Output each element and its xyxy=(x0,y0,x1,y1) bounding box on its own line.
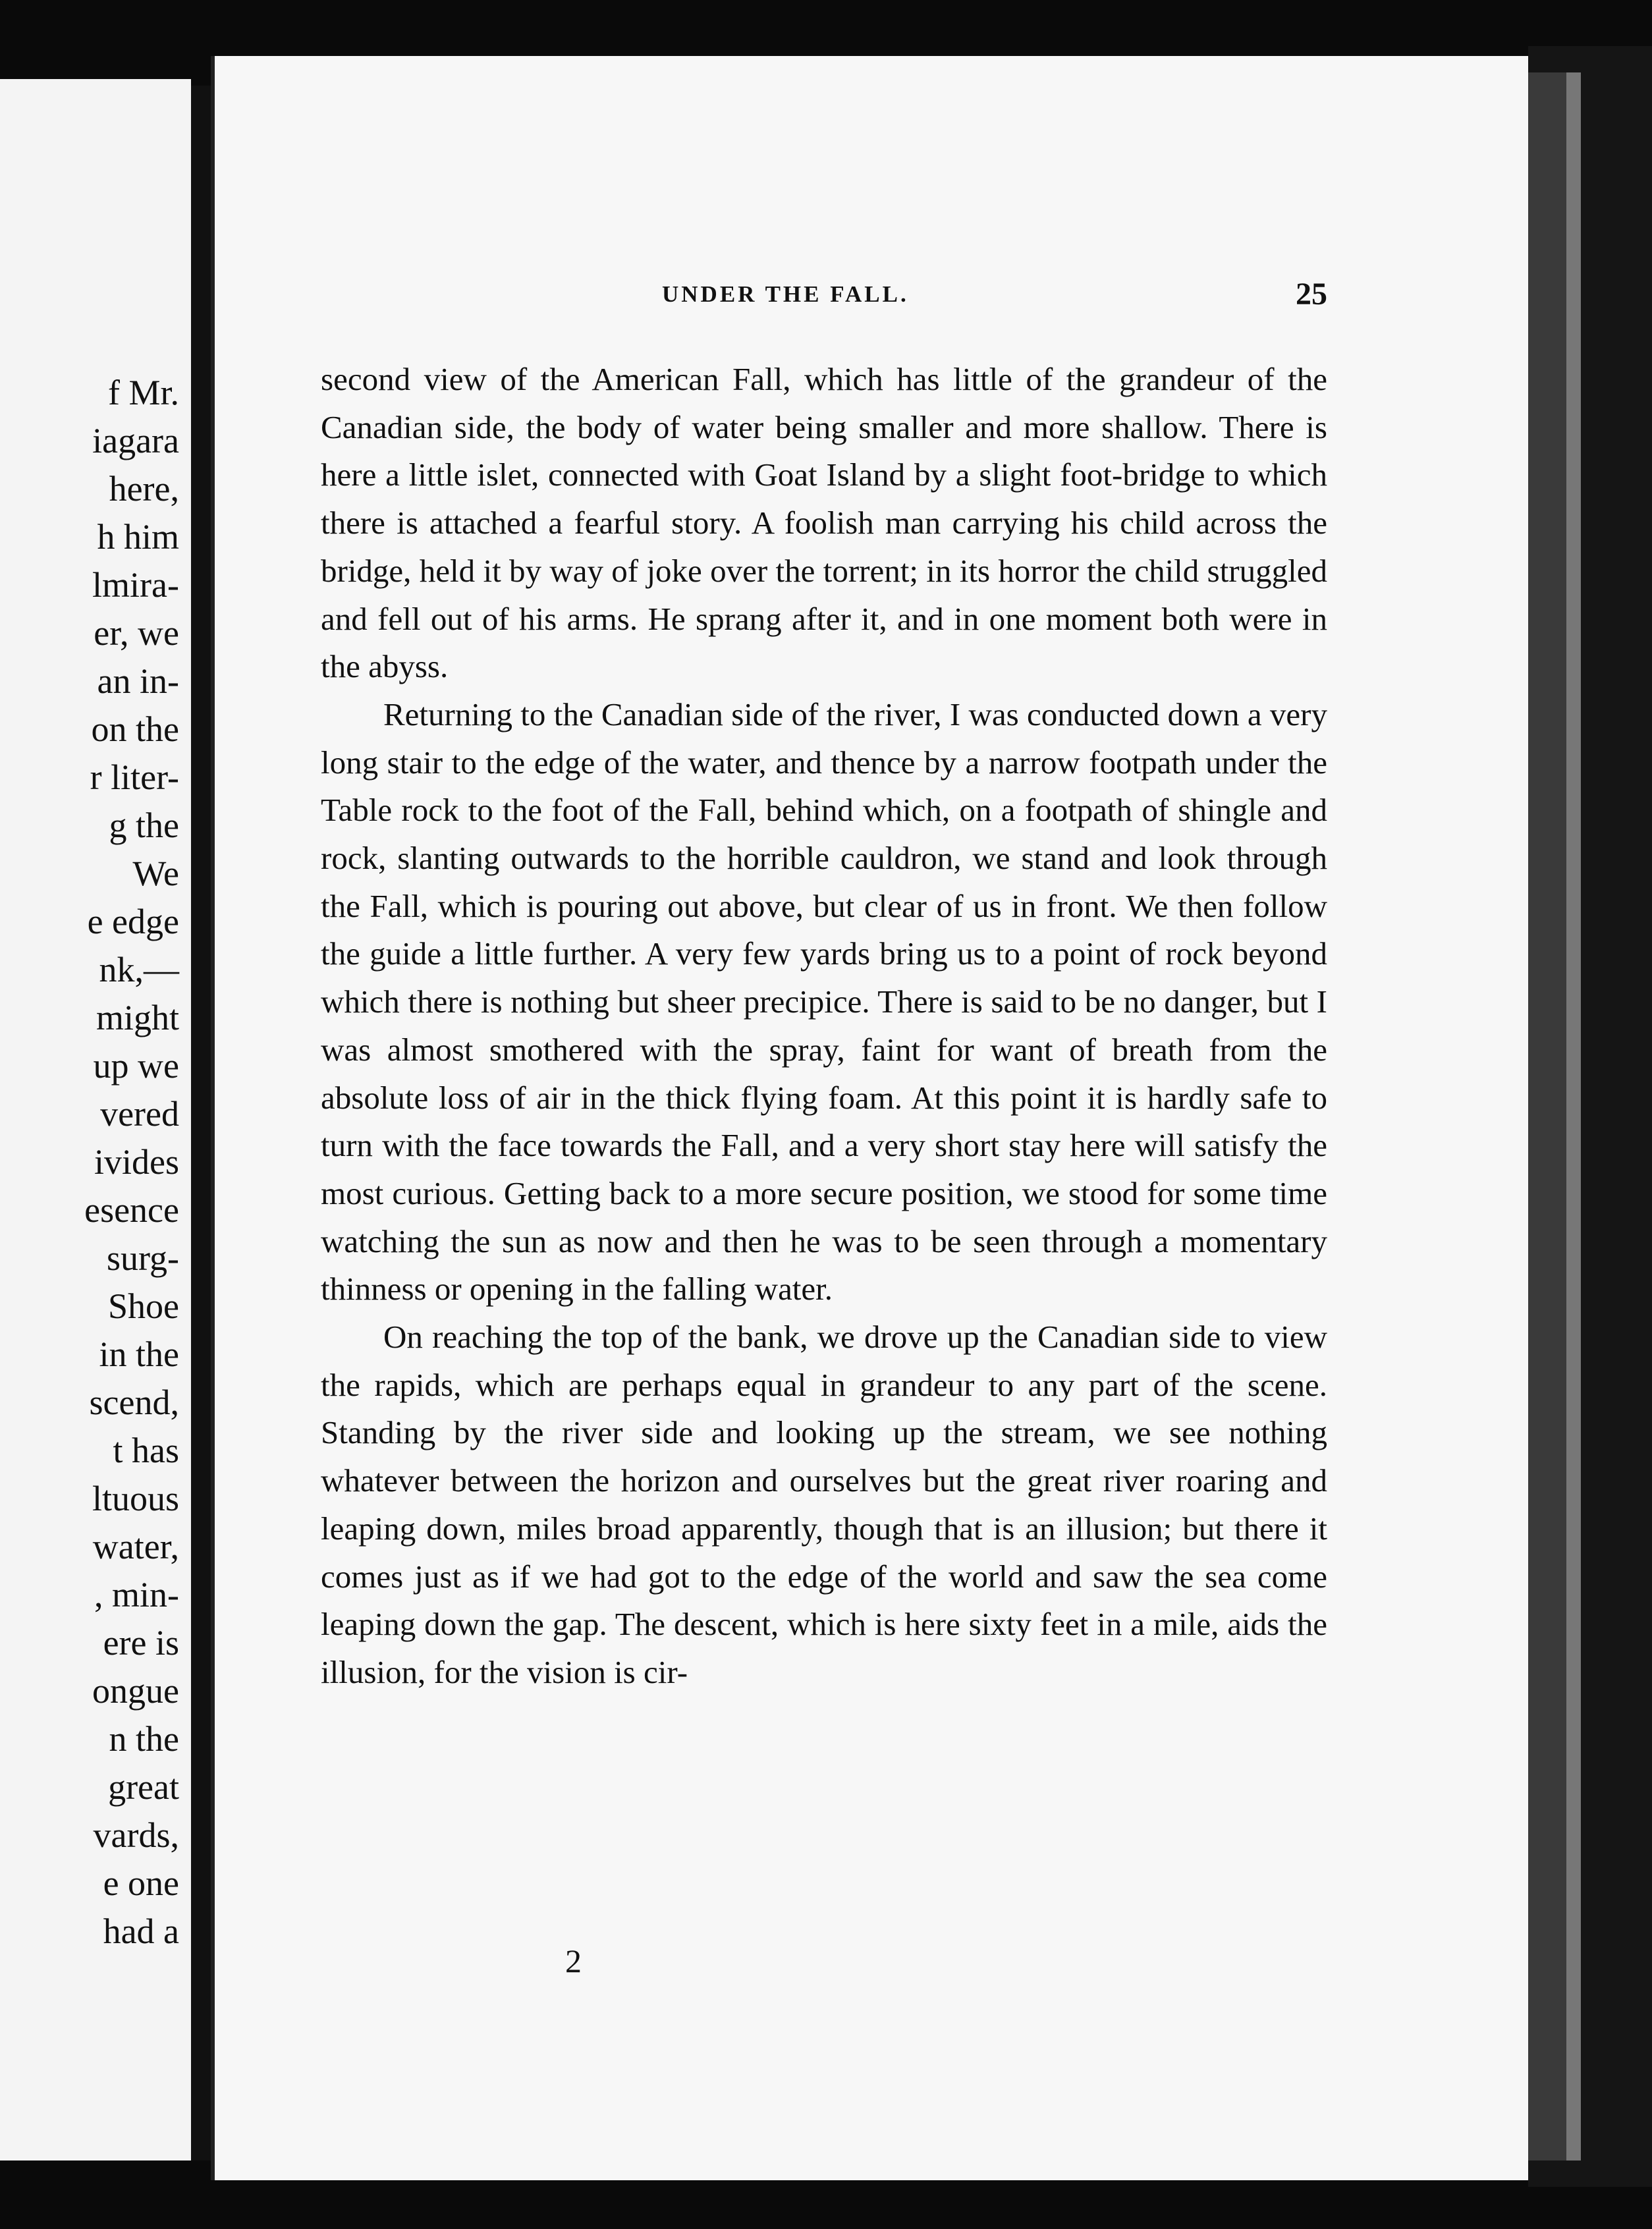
previous-page-line: an in- xyxy=(97,661,179,701)
paragraph: On reaching the top of the bank, we drove up the Canadian side to view the rapids, which are perhaps equal in grandeur to any part of the scene. Standing by the river side and looking up the stream, we see nothing whatever between the horizon and ourselves but the great river roaring and leaping down, miles broad apparently, though that is an illusion; but there it comes just as if we had got to the edge of the world and saw the sea come leaping down the gap. The descent, which is here sixty feet in a mile, aids the illusion, for the vision is cir- xyxy=(321,1319,1327,1690)
signature-mark: 2 xyxy=(565,1942,582,1979)
previous-page-line: water, xyxy=(92,1527,179,1566)
previous-page-text xyxy=(84,369,179,1956)
previous-page-line: n the xyxy=(109,1719,179,1759)
previous-page-line: , min- xyxy=(94,1575,179,1614)
previous-page-line: h him xyxy=(97,517,179,557)
previous-page-line: f Mr. xyxy=(108,373,179,412)
previous-page-line: t has xyxy=(113,1431,179,1470)
previous-page-line: e one xyxy=(103,1863,179,1903)
previous-page-line: great xyxy=(108,1767,179,1807)
previous-page-line: ere is xyxy=(103,1623,179,1663)
previous-page-line: up we xyxy=(93,1046,179,1086)
previous-page-line: iagara xyxy=(92,421,179,460)
previous-page-line: We xyxy=(132,854,179,893)
previous-page-line: r liter- xyxy=(90,757,179,797)
previous-page-line: might xyxy=(96,998,179,1037)
page-number: 25 xyxy=(1296,277,1327,312)
previous-page xyxy=(0,79,191,2160)
body-text xyxy=(321,356,1327,1697)
previous-page-line: had a xyxy=(103,1912,179,1951)
previous-page-line: in the xyxy=(99,1335,179,1374)
running-head: UNDER THE FALL. xyxy=(662,281,909,307)
previous-page-line: ivides xyxy=(94,1142,179,1182)
page-header xyxy=(319,277,1327,321)
previous-page-line: on the xyxy=(91,709,179,749)
previous-page-line: e edge xyxy=(87,902,179,941)
previous-page-line: vards, xyxy=(93,1815,179,1855)
previous-page-line: Shoe xyxy=(108,1286,179,1326)
paragraph: second view of the American Fall, which has little of the grandeur of the Canadian side, the body of water being smaller and more shallow. There is here a little islet, connected with Goat Island by a slight foot-bridge to which there is attached a fearful story. A foolish man carrying his child across the bridge, held it by way of joke over the torrent; in its horror the child struggled and fell out of his arms. He sprang after it, and in one moment both were in the abyss. xyxy=(321,361,1327,685)
previous-page-line: surg- xyxy=(106,1238,179,1278)
previous-page-line: lmira- xyxy=(92,565,179,605)
page-fore-edge xyxy=(1528,46,1652,2187)
previous-page-line: ltuous xyxy=(92,1479,179,1518)
previous-page-line: scend, xyxy=(89,1383,179,1422)
previous-page-line: esence xyxy=(84,1190,179,1230)
previous-page-line: here, xyxy=(109,469,179,509)
previous-page-line: er, we xyxy=(94,613,179,653)
paragraph: Returning to the Canadian side of the river, I was conducted down a very long stair to the edge of the water, and thence by a narrow footpath under the Table rock to the foot of the Fall, behind which, on a footpath of shingle and rock, slanting outwards to the horrible cauldron, we stand and look through the Fall, which is pouring out above, but clear of us in front. We then follow the guide a little further. A very few yards bring us to a point of rock beyond which there is nothing but sheer precipice. There is said to be no danger, but I was almost smothered with the spray, faint for want of breath from the absolute loss of air in the thick flying foam. At this point it is hardly safe to turn with the face towards the Fall, and a very short stay here will satisfy the most curious. Getting back to a more secure position, we stood for some time watching the sun as now and then he was to be seen through a momentary thinness or opening in the falling water. xyxy=(321,696,1327,1307)
previous-page-line: vered xyxy=(100,1094,179,1134)
previous-page-line: ongue xyxy=(92,1671,179,1711)
previous-page-line: g the xyxy=(109,806,179,845)
previous-page-line: nk,— xyxy=(99,950,179,989)
